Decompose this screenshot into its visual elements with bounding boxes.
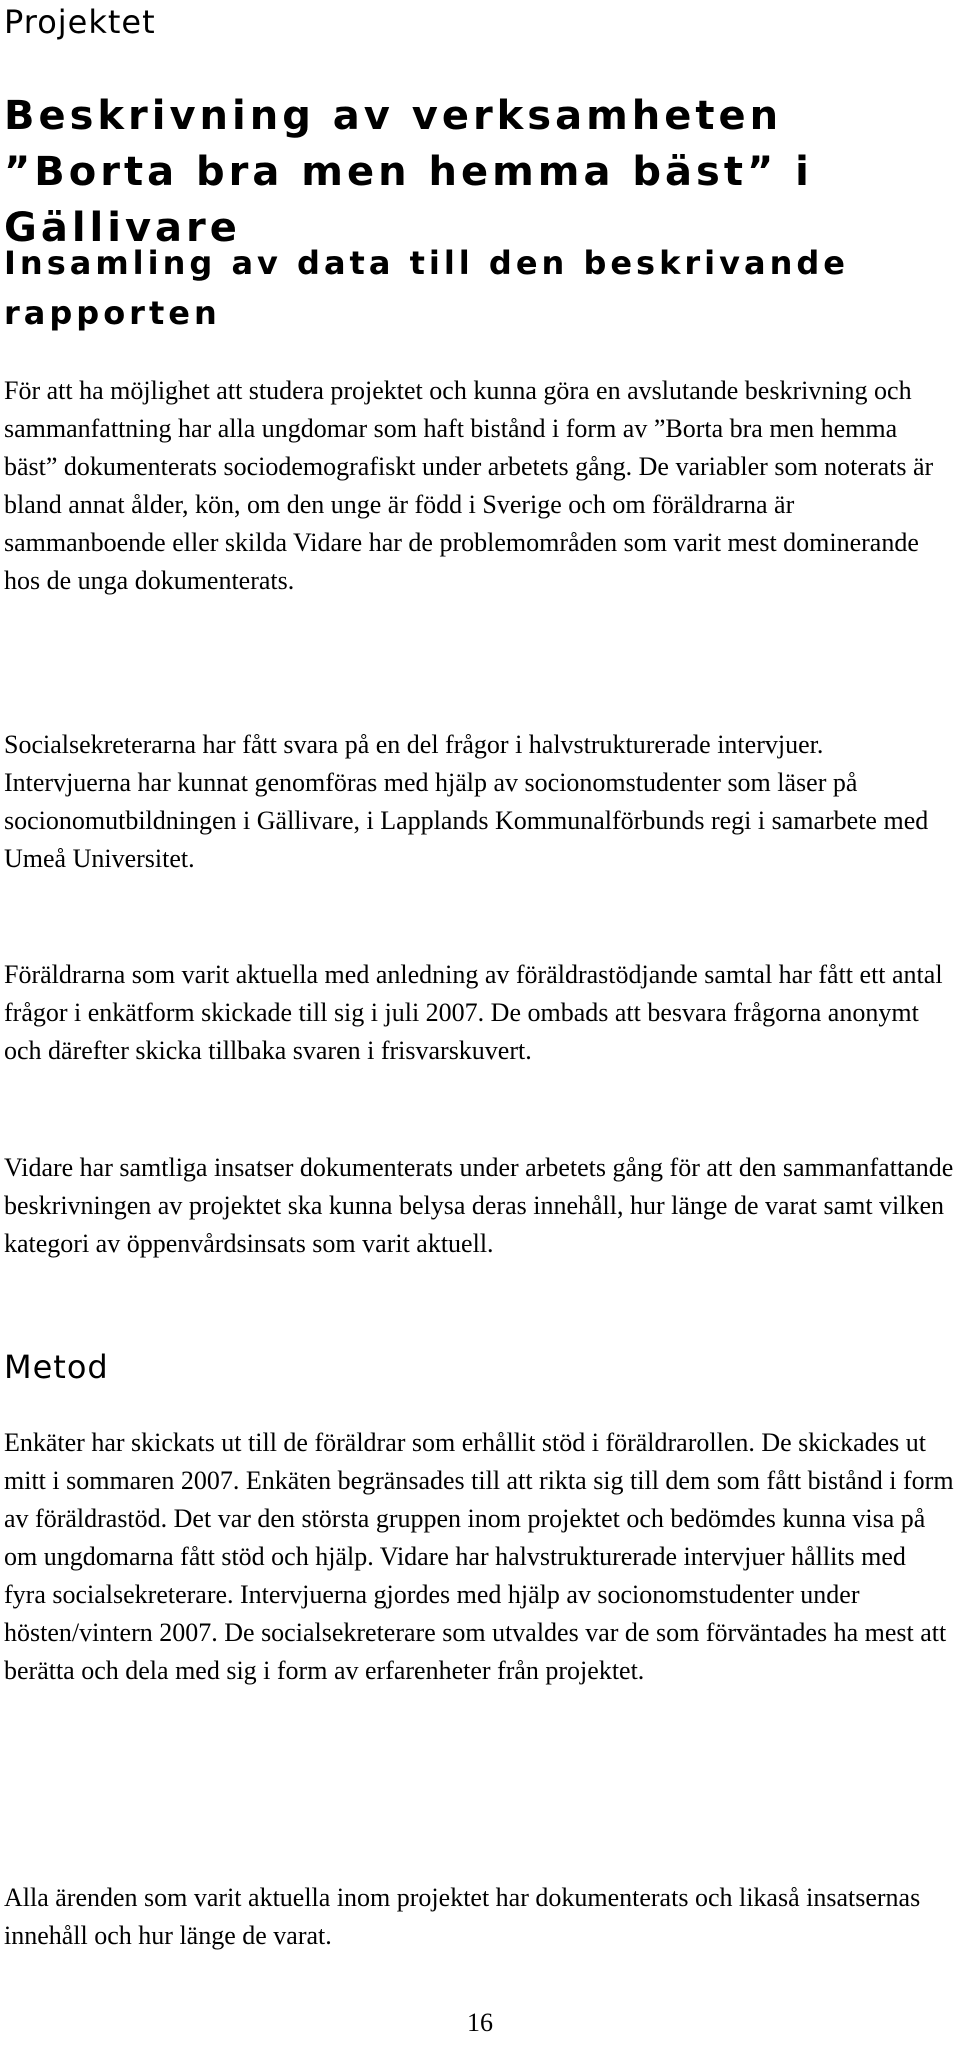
section-heading-method: Metod — [4, 1348, 109, 1386]
paragraph-documentation: För att ha möjlighet att studera projektet och kunna göra en avslutande beskrivning och sammanfattning har alla ungdomar som haft bistånd i form av ”Borta bra men hemma bäst” dokumenterats sociodemografiskt under arbetets gång. De variabler som noterats är bland annat ålder, kön, om den unge är född i Sverige och om föräldrarna är sammanboende eller skilda Vidare har de problemområden som varit mest dominerande hos de unga dokumenterats. — [4, 376, 934, 595]
paragraph-method: Enkäter har skickats ut till de föräldrar som erhållit stöd i föräldrarollen. De skickades ut mitt i sommaren 2007. Enkäten begränsades till att rikta sig till dem som fått bistånd i form av föräldrastöd. Det var den största gruppen inom projektet och bedömdes kunna visa på om ungdomarna fått stöd och hjälp. Vidare har halvstrukturerade intervjuer hållits med fyra socialsekreterare. Intervjuerna gjordes med hjälp av socionomstudenter under hösten/vintern 2007. De socialsekreterare som utvaldes var de som förväntades ha mest att berätta och dela med sig i form av erfarenheter från projektet. — [4, 1428, 954, 1685]
section-heading-data-collection: Insamling av data till den beskrivande rapporten — [4, 244, 849, 332]
paragraph-interviews: Socialsekreterarna har fått svara på en del frågor i halvstrukturerade intervjuer. Intervjuerna har kunnat genomföras med hjälp av socionomstudenter som läser på socionomutbildningen i Gällivare, i Lapplands Kommunalförbunds regi i samarbete med Umeå Universitet. — [4, 730, 929, 873]
paragraph-interventions: Vidare har samtliga insatser dokumenterats under arbetets gång för att den sammanfattande beskrivningen av projektet ska kunna belysa deras innehåll, hur länge de varat samt vilken kategori av öppenvårdsinsats som varit aktuell. — [4, 1153, 954, 1258]
paragraph-cases: Alla ärenden som varit aktuella inom projektet har dokumenterats och likaså insatsernas innehåll och hur länge de varat. — [4, 1883, 921, 1950]
paragraph-parents-survey: Föräldrarna som varit aktuella med anledning av föräldrastödjande samtal har fått ett antal frågor i enkätform skickade till sig i juli 2007. De ombads att besvara frågorna anonymt och därefter skicka tillbaka svaren i frisvarskuvert. — [4, 960, 943, 1065]
document-title: Beskrivning av verksamheten ”Borta bra men hemma bäst” i Gällivare — [4, 93, 813, 251]
page-number: 16 — [467, 2008, 493, 2037]
section-label: Projektet — [4, 3, 156, 41]
